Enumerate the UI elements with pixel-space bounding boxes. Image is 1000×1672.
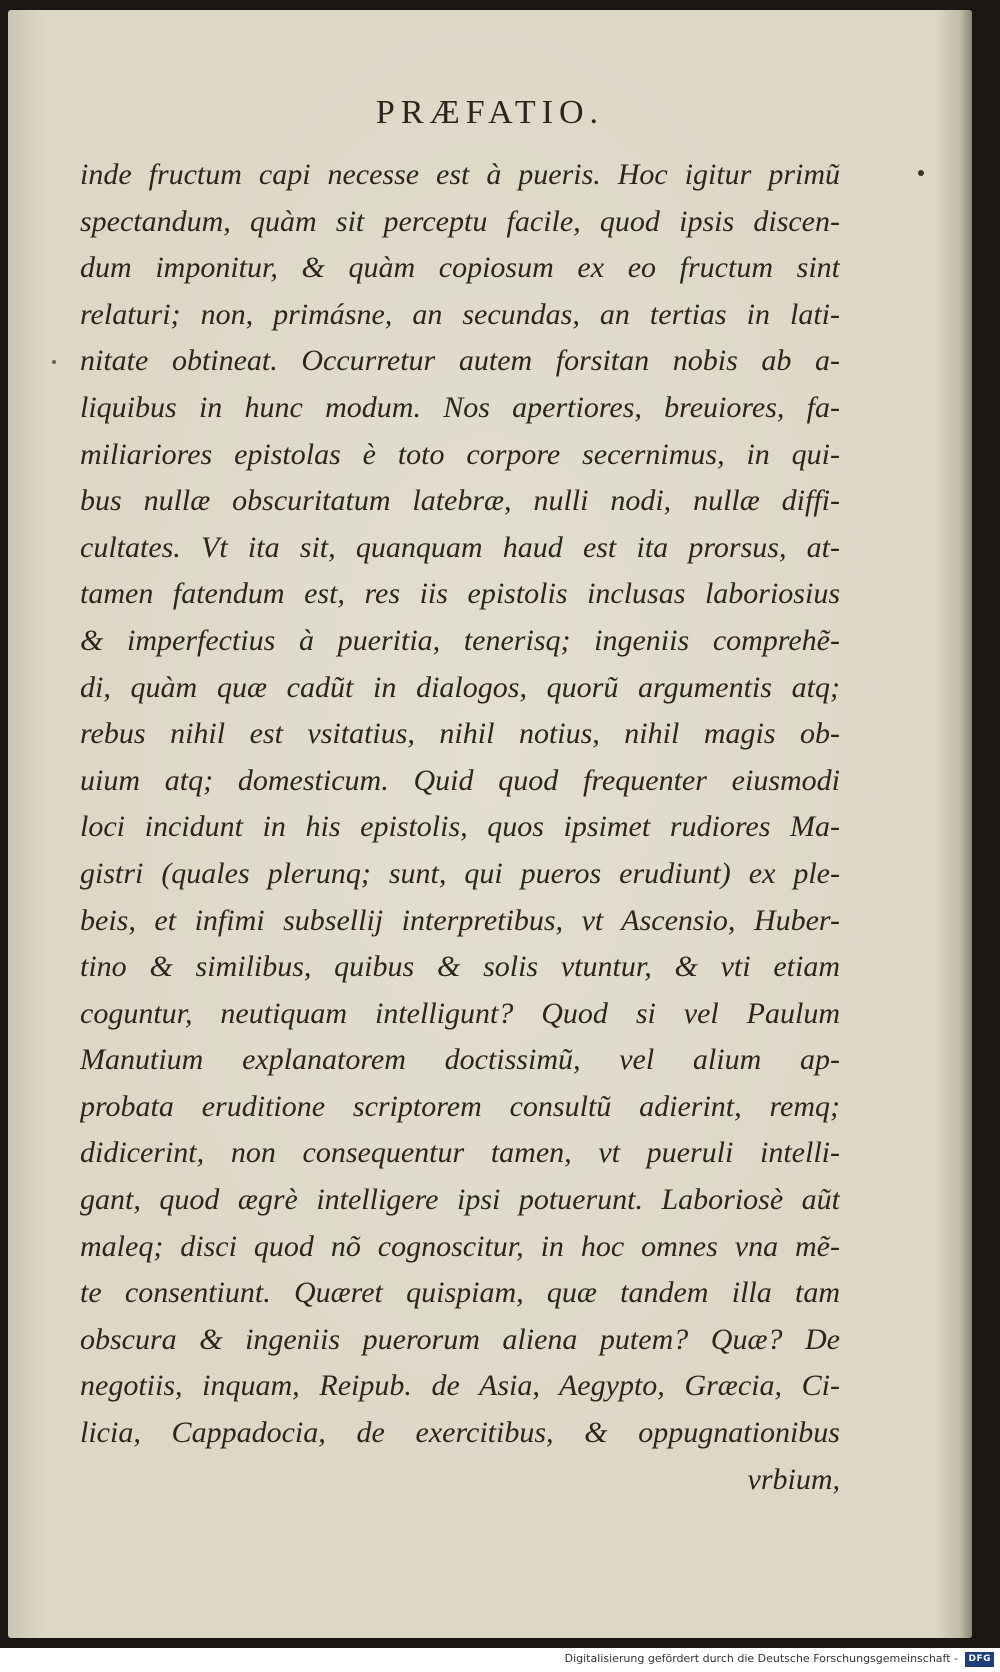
margin-speck-icon: [52, 360, 56, 364]
text-line: tamen fatendum est, res iis epistolis inclusas laboriosius: [80, 577, 840, 611]
text-line: di, quàm quæ cadũt in dialogos, quorũ argumentis atq;: [80, 670, 840, 704]
text-line: negotiis, inquam, Reipub. de Asia, Aegypto, Græcia, Ci-: [80, 1369, 840, 1403]
text-line: relaturi; non, primásne, an secundas, an tertias in lati-: [80, 297, 840, 331]
text-line: cultates. Vt ita sit, quanquam haud est ita prorsus, at-: [80, 530, 840, 564]
text-line: te consentiunt. Quæret quispiam, quæ tandem illa tam: [80, 1276, 840, 1310]
text-line: tino & similibus, quibus & solis vtuntur, & vti etiam: [80, 950, 840, 984]
text-line: maleq; disci quod nõ cognoscitur, in hoc omnes vna mẽ-: [80, 1229, 840, 1263]
text-line: inde fructum capi necesse est à pueris. Hoc igitur primũ: [80, 158, 840, 191]
catchword: vrbium,: [747, 1462, 840, 1496]
digitization-credit: Digitalisierung gefördert durch die Deutsche Forschungsgemeinschaft -: [564, 1652, 958, 1665]
text-line: rebus nihil est vsitatius, nihil notius, nihil magis ob-: [80, 717, 840, 751]
text-line: uium atq; domesticum. Quid quod frequenter eiusmodi: [80, 763, 840, 797]
text-line: miliariores epistolas è toto corpore secernimus, in qui-: [80, 437, 840, 471]
book-page: [8, 10, 972, 1638]
text-line: liquibus in hunc modum. Nos apertiores, breuiores, fa-: [80, 390, 840, 424]
text-line: obscura & ingeniis puerorum aliena putem? Quæ? De: [80, 1322, 840, 1356]
text-line: probata eruditione scriptorem consultũ adierint, remq;: [80, 1089, 840, 1123]
text-line: coguntur, neutiquam intelligunt? Quod si vel Paulum: [80, 996, 840, 1030]
body-text: [80, 152, 840, 1503]
text-line: nitate obtineat. Occurretur autem forsitan nobis ab a-: [80, 344, 840, 378]
footer-bar: [0, 1648, 1000, 1672]
text-line: bus nullæ obscuritatum latebræ, nulli nodi, nullæ diffi-: [80, 484, 840, 518]
page-header: PRÆFATIO.: [375, 94, 605, 131]
text-line: gant, quod ægrè intelligere ipsi potuerunt. Laboriosè aũt: [80, 1183, 840, 1217]
text-line: gistri (quales plerunq; sunt, qui pueros erudiunt) ex ple-: [80, 856, 840, 890]
text-line: didicerint, non consequentur tamen, vt pueruli intelli-: [80, 1136, 840, 1170]
text-line: beis, et infimi subsellij interpretibus, vt Ascensio, Huber-: [80, 903, 840, 937]
text-line: spectandum, quàm sit perceptu facile, quod ipsis discen-: [80, 204, 840, 238]
text-line: loci incidunt in his epistolis, quos ipsimet rudiores Ma-: [80, 810, 840, 844]
text-line: licia, Cappadocia, de exercitibus, & oppugnationibus: [80, 1416, 840, 1450]
text-line: Manutium explanatorem doctissimũ, vel alium ap-: [80, 1043, 840, 1077]
text-line: & imperfectius à pueritia, tenerisq; ingeniis comprehẽ-: [80, 623, 840, 657]
text-line: dum imponitur, & quàm copiosum ex eo fructum sint: [80, 251, 840, 285]
dfg-logo: DFG: [965, 1652, 994, 1667]
page-edge: [958, 10, 972, 1638]
margin-mark-icon: [918, 170, 924, 176]
